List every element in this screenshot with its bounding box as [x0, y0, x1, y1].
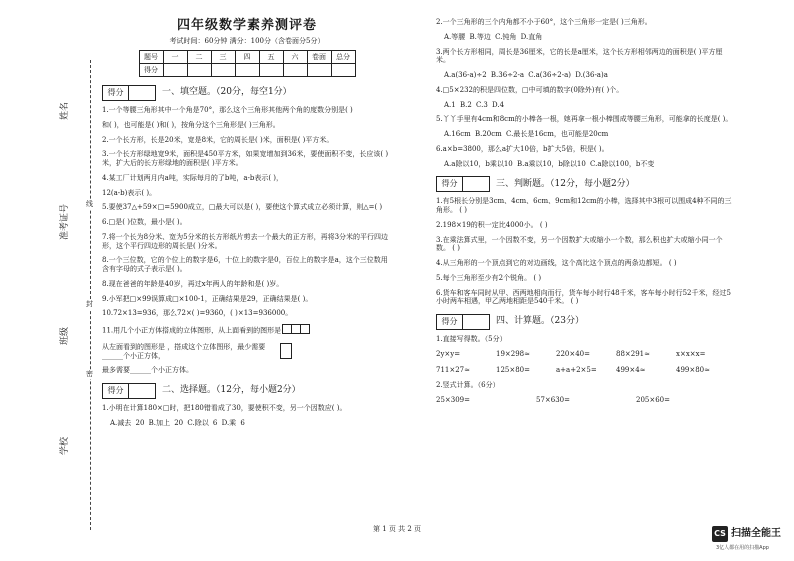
score-table-score-row [139, 64, 355, 77]
calc-item: 711×27≈ [436, 365, 470, 374]
judge-question-6-text: 6.货车和客车同时从甲、西两地相向而行，货车每小时行48千米，客车每小时行52千米，经过5小时两车相遇，甲乙两地相距是540千米。 [436, 288, 731, 306]
section3-score-blank[interactable] [463, 177, 489, 191]
score-cell: 总分 [331, 51, 355, 64]
section4-header [436, 314, 736, 330]
calc-item: 2y×y= [436, 349, 461, 358]
fill-question-4a: 4.某工厂计划两月内a吨，实际每月的了b吨，a-b表示( )， [102, 173, 284, 182]
calc-item: a+a+2×5= [556, 365, 597, 374]
camscanner-logo-icon: CS [712, 526, 728, 542]
score-cell: 题号 [139, 51, 163, 64]
section3-header [436, 176, 736, 192]
binding-mark-3: 密 [86, 370, 93, 378]
section2-title: 二、选择题。（12分，每小题2分） [162, 385, 301, 396]
choice-question-4: 4.□5×232的积是四位数，□中可填的数字(0除外)有( )个。 [436, 85, 624, 94]
calc-item: 499×4≈ [616, 365, 646, 374]
section4-title: 四、计算题。（23分） [496, 316, 584, 327]
section3-score-box [436, 176, 490, 192]
fill-question-7: 7.将一个长为8分米、宽为5分米的长方形纸片剪去一个最大的正方形，再将3分米的平行四边形，这个平行四边形的周长是( )分米。 [102, 232, 389, 250]
calc-part2-title: 2.竖式计算。（6分） [436, 381, 500, 390]
section4-score-label: 得分 [437, 315, 463, 329]
choice-options-1: A.减去 20 B.加上 20 C.除以 6 D.乘 6 [110, 418, 245, 427]
calc-row-2 [436, 366, 736, 375]
calc-row-3 [436, 396, 736, 405]
calc-row-1 [436, 350, 736, 359]
score-cell: 得分 [139, 64, 163, 77]
fill-question-11c: 最多需要______个小正方体。 [102, 366, 193, 375]
score-input-cell[interactable] [283, 64, 307, 77]
fill-question-4b: 12(a-b)表示( )。 [102, 188, 157, 197]
choice-question-2: 2.一个三角形的三个内角都不小于60°，这个三角形一定是( )三角形。 [436, 18, 652, 26]
top-view-cubes-icon [283, 324, 310, 337]
score-input-cell[interactable] [259, 64, 283, 77]
choice-question-3: 3.两个长方形相同，周长是36厘米，它的长是a厘米，这个长方形相邻两边的面积是( )平方厘米。 [436, 47, 723, 65]
score-table-header-row [139, 51, 355, 64]
fill-question-11b-text: 从左面看到的图形是 ，搭成这个立体图形，最少需要______个小正方体， [102, 342, 266, 360]
binding-school-label: 学校 [60, 436, 70, 455]
fill-question-3: 3.一个长方形绿地宽9米，面积是450平方米，如果宽增加到36米，要使面积不变，长应该( )米，扩大后的长方形绿地的面积是( )平方米。 [102, 150, 389, 167]
section2-score-box [102, 383, 156, 399]
calc-item: 88×291≈ [616, 349, 650, 358]
calc-item: 205×60= [636, 396, 670, 404]
choice-options-2: A.等腰 B.等边 C.钝角 D.直角 [444, 32, 543, 41]
judge-answer-paren[interactable]: ( ) [452, 244, 460, 253]
page-title: 四年级数学素养测评卷 [176, 18, 317, 33]
binding-exam-no-label: 准考证号 [60, 203, 70, 240]
section1-title: 一、填空题。（20分，每空1分） [162, 87, 292, 98]
choice-question-5: 5.丫丫手里有4cm和8cm的小棒各一根，她再拿一根小棒围成等腰三角形，可能拿的长度是( )。 [436, 115, 733, 124]
fill-question-9: 9.小军把□×99误算成□×100-1，正确结果是29，正确结果是( )。 [102, 294, 313, 303]
judge-answer-paren[interactable]: ( ) [459, 206, 467, 214]
judge-question-3 [436, 236, 736, 254]
calc-item: 220×40= [556, 349, 590, 358]
scanner-tagline: 3亿人都在用的扫描App [716, 545, 769, 551]
fill-question-11b [102, 343, 392, 361]
calc-item: 25×309= [436, 396, 470, 404]
binding-mark-1: 线 [86, 200, 93, 208]
fill-question-8b: 8.现在爸爸的年龄是40岁，再过x年两人的年龄和是( )岁。 [102, 279, 284, 288]
score-cell: 三 [211, 51, 235, 64]
score-table [139, 50, 356, 77]
fill-question-2: 2.一个长方形，长是20米，宽是8米，它的周长是( )米，面积是( )平方米。 [102, 135, 334, 144]
score-cell: 一 [163, 51, 187, 64]
calc-item: 499×80≈ [676, 365, 710, 374]
left-column [102, 18, 392, 434]
right-column [436, 18, 736, 412]
section1-header [102, 85, 392, 101]
score-cell: 二 [187, 51, 211, 64]
section2-header [102, 383, 392, 399]
score-cell: 五 [259, 51, 283, 64]
page-footer: 第 1 页 共 2 页 [372, 525, 422, 533]
left-view-square-icon [280, 343, 292, 359]
section4-score-blank[interactable] [463, 315, 489, 329]
binding-class-label: 班级 [60, 326, 70, 345]
calc-item: x×x×x= [676, 349, 706, 358]
fill-question-6: 6.□是( )位数，最小是( )。 [102, 218, 187, 226]
fill-question-10: 10.72×13=936，那么72×( )=9360，( )×13=936000。 [102, 309, 293, 318]
judge-question-4 [436, 259, 736, 268]
fill-question-1a: 1.一个等腰三角形其中一个角是70°，那么这个三角形其他两个角的度数分别是( ) [102, 106, 353, 114]
section3-title: 三、判断题。（12分，每小题2分） [496, 178, 635, 189]
choice-question-6: 6.a×b=3800，那么a扩大10倍，b扩大5倍，积是( )。 [436, 144, 609, 153]
calc-item: 19×298≈ [496, 349, 530, 358]
score-cell: 卷面 [307, 51, 331, 64]
score-input-cell[interactable] [331, 64, 355, 77]
judge-question-5-text: 5.每个三角形至少有2个锐角。 [436, 273, 532, 282]
choice-options-4: A.1 B.2 C.3 D.4 [444, 100, 505, 109]
score-input-cell[interactable] [163, 64, 187, 77]
section2-score-label: 得分 [103, 384, 129, 398]
judge-answer-paren[interactable]: ( ) [533, 273, 542, 282]
section4-score-box [436, 314, 490, 330]
score-cell: 六 [283, 51, 307, 64]
calc-part1-title: 1.直接写得数。（5分） [436, 335, 507, 343]
binding-mark-2: 封 [86, 300, 93, 308]
judge-question-5 [436, 274, 736, 283]
section2-score-blank[interactable] [129, 384, 155, 398]
section1-score-label: 得分 [103, 86, 129, 100]
binding-strip [0, 0, 100, 561]
fill-question-1b: 和( )，也可能是( )和( )，按角分这个三角形是( )三角形。 [102, 120, 280, 129]
section3-score-label: 得分 [437, 177, 463, 191]
binding-dashed-line [90, 60, 91, 530]
score-input-cell[interactable] [235, 64, 259, 77]
binding-name-label: 姓名 [60, 101, 70, 120]
judge-question-1 [436, 197, 736, 215]
choice-options-5: A.16cm B.20cm C.最长是16cm，也可能是20cm [444, 130, 609, 138]
page-subtitle: 考试时间：60分钟 满分：100分（含卷面分5分） [169, 37, 325, 46]
score-input-cell[interactable] [307, 64, 331, 77]
section1-score-blank[interactable] [129, 86, 155, 100]
fill-question-11a-text: 11.用几个小正方体搭成的立体图形，从上面看到的图形是 [102, 326, 282, 335]
scanner-name: 扫描全能王 [731, 527, 781, 539]
choice-options-3: A.a(36-a)÷2 B.36÷2-a C.a(36÷2-a) D.(36-a)a [444, 71, 608, 79]
judge-question-4-text: 4.从三角形的一个顶点到它的对边画线，这个高比这个顶点的两条边都短。 [436, 259, 667, 267]
scanner-watermark [712, 526, 781, 542]
choice-question-1: 1.小明在计算180×□时，把180错看成了30，要使积不变，另一个因数应( )。 [102, 404, 347, 412]
judge-answer-paren[interactable]: ( ) [570, 297, 579, 306]
choice-options-6: A.a除以10，b乘以10 B.a乘以10，b除以10 C.a除以100，b不变 [444, 159, 655, 168]
judge-question-3-text: 3.在乘法算式里，一个因数不变，另一个因数扩大或缩小一个数，那么积也扩大或缩小同一个数。 [436, 235, 723, 253]
calc-item: 57×630= [536, 396, 570, 404]
score-input-cell[interactable] [187, 64, 211, 77]
judge-question-6 [436, 289, 736, 307]
judge-answer-paren[interactable]: ( ) [539, 220, 548, 229]
judge-answer-paren[interactable]: ( ) [668, 259, 677, 267]
judge-question-2-text: 2.198×19的积一定比4000小。 [436, 220, 538, 229]
score-input-cell[interactable] [211, 64, 235, 77]
section1-score-box [102, 85, 156, 101]
judge-question-1-text: 1.有5根长分别是3cm、4cm、6cm、9cm和12cm的小棒，选择其中3根可以围成4种不同的三角形。 [436, 197, 732, 214]
fill-question-8a: 8.一个三位数，它的个位上的数字是6，十位上的数字是0，百位上的数字是a，这个三位数用含有字母的式子表示是( )。 [102, 256, 388, 273]
fill-question-11a [102, 324, 392, 337]
judge-question-2 [436, 221, 736, 230]
fill-question-5: 5.要使37△+59×□=5900成立，□最大可以是( )，要使这个算式成立必须计算，则△=( ) [102, 203, 383, 212]
calc-item: 125×80= [496, 365, 530, 374]
score-cell: 四 [235, 51, 259, 64]
